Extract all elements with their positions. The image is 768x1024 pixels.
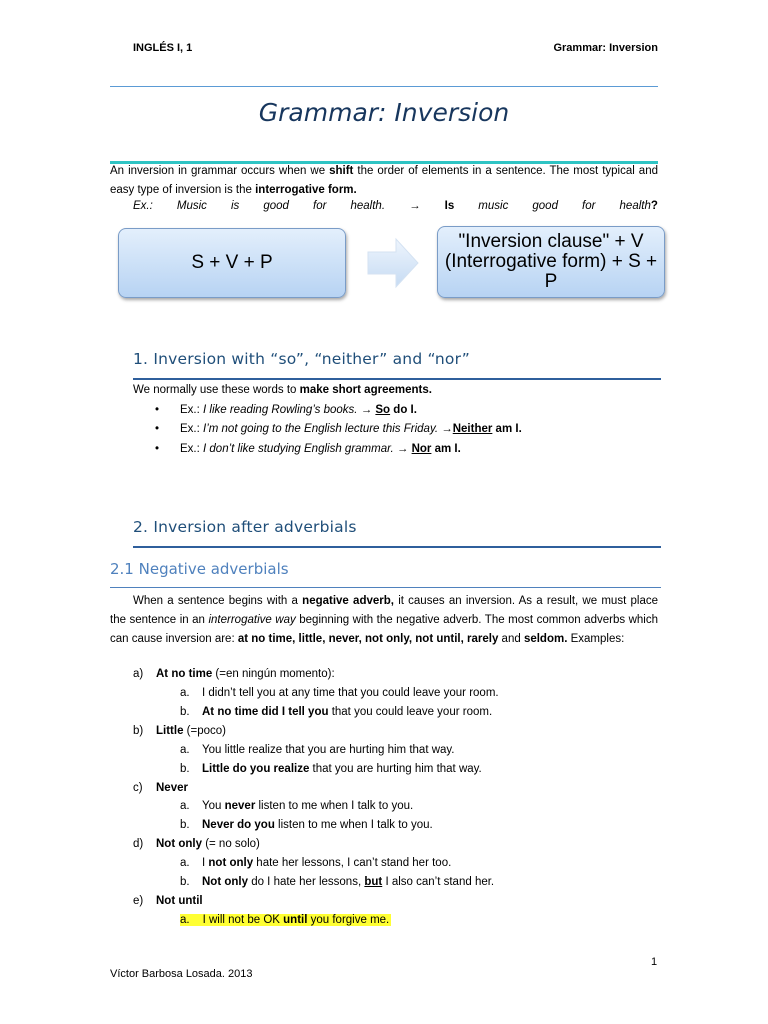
list-item-b-1: a. You little realize that you are hurting him that way. — [180, 744, 455, 756]
list-item-e: e) Not until — [133, 895, 203, 907]
list-item: • Ex.: I don’t like studying English grammar. → Nor am I. — [180, 443, 461, 455]
page-number: 1 — [651, 956, 658, 968]
section-2-heading: 2. Inversion after adverbials — [133, 518, 357, 536]
list-item: • Ex.: I like reading Rowling’s books. → So do I. — [180, 404, 417, 416]
intro-example: Ex.: Music is good for health. → Is music good for health? — [133, 200, 658, 212]
list-item-c-2: b. Never do you listen to me when I talk to you. — [180, 819, 433, 831]
section-2-1-heading: 2.1 Negative adverbials — [110, 560, 289, 578]
list-item-d-2: b. Not only do I hate her lessons, but I also can’t stand her. — [180, 876, 495, 888]
list-item-c-1: a. You never listen to me when I talk to you. — [180, 800, 414, 812]
page-title: Grammar: Inversion — [258, 98, 510, 127]
list-item-e-1-highlighted: a. I will not be OK until you forgive me. — [180, 914, 390, 926]
section-2-1-paragraph: When a sentence begins with a negative adverb, it causes an inversion. As a result, we must place the sentence in an interrogative way beginning with the negative adverb. The most common adverbs which can cause inversion are: at no time, little, never, not only, not until, rarely and seldom. Examples: — [110, 595, 659, 645]
intro-paragraph: An inversion in grammar occurs when we shift the order of elements in a sentence. The most typical and easy type of inversion is the interrogative form. — [110, 165, 658, 196]
list-item-c: c) Never — [133, 782, 188, 794]
title-rule-top — [110, 86, 658, 87]
section-2-1-rule — [110, 587, 661, 588]
list-item-b-2: b. Little do you realize that you are hurting him that way. — [180, 763, 482, 775]
diagram-box-inversion: "Inversion clause" + V (Interrogative form) + S + P — [437, 226, 665, 298]
right-arrow-icon — [366, 236, 420, 290]
list-item-a-1: a. I didn’t tell you at any time that you could leave your room. — [180, 687, 499, 699]
header-topic: Grammar: Inversion — [553, 42, 658, 54]
list-item-d: d) Not only (= no solo) — [133, 838, 260, 850]
list-item-a: a) At no time (=en ningún momento): — [133, 668, 335, 680]
list-item: • Ex.: I’m not going to the English lecture this Friday. →Neither am I. — [180, 423, 522, 435]
list-item-a-2: b. At no time did I tell you that you could leave your room. — [180, 706, 493, 718]
list-item-d-1: a. I not only hate her lessons, I can’t stand her too. — [180, 857, 452, 869]
header-course: INGLÉS I, 1 — [133, 42, 193, 54]
arrow-icon: → — [409, 200, 421, 212]
section-1-lead: We normally use these words to make short agreements. — [133, 384, 432, 396]
list-item-b: b) Little (=poco) — [133, 725, 226, 737]
diagram-box-svp: S + V + P — [118, 228, 346, 298]
footer-author: Víctor Barbosa Losada. 2013 — [110, 968, 253, 980]
section-2-rule — [133, 546, 661, 548]
section-1-rule — [133, 378, 661, 380]
section-1-heading: 1. Inversion with “so”, “neither” and “nor” — [133, 350, 471, 368]
